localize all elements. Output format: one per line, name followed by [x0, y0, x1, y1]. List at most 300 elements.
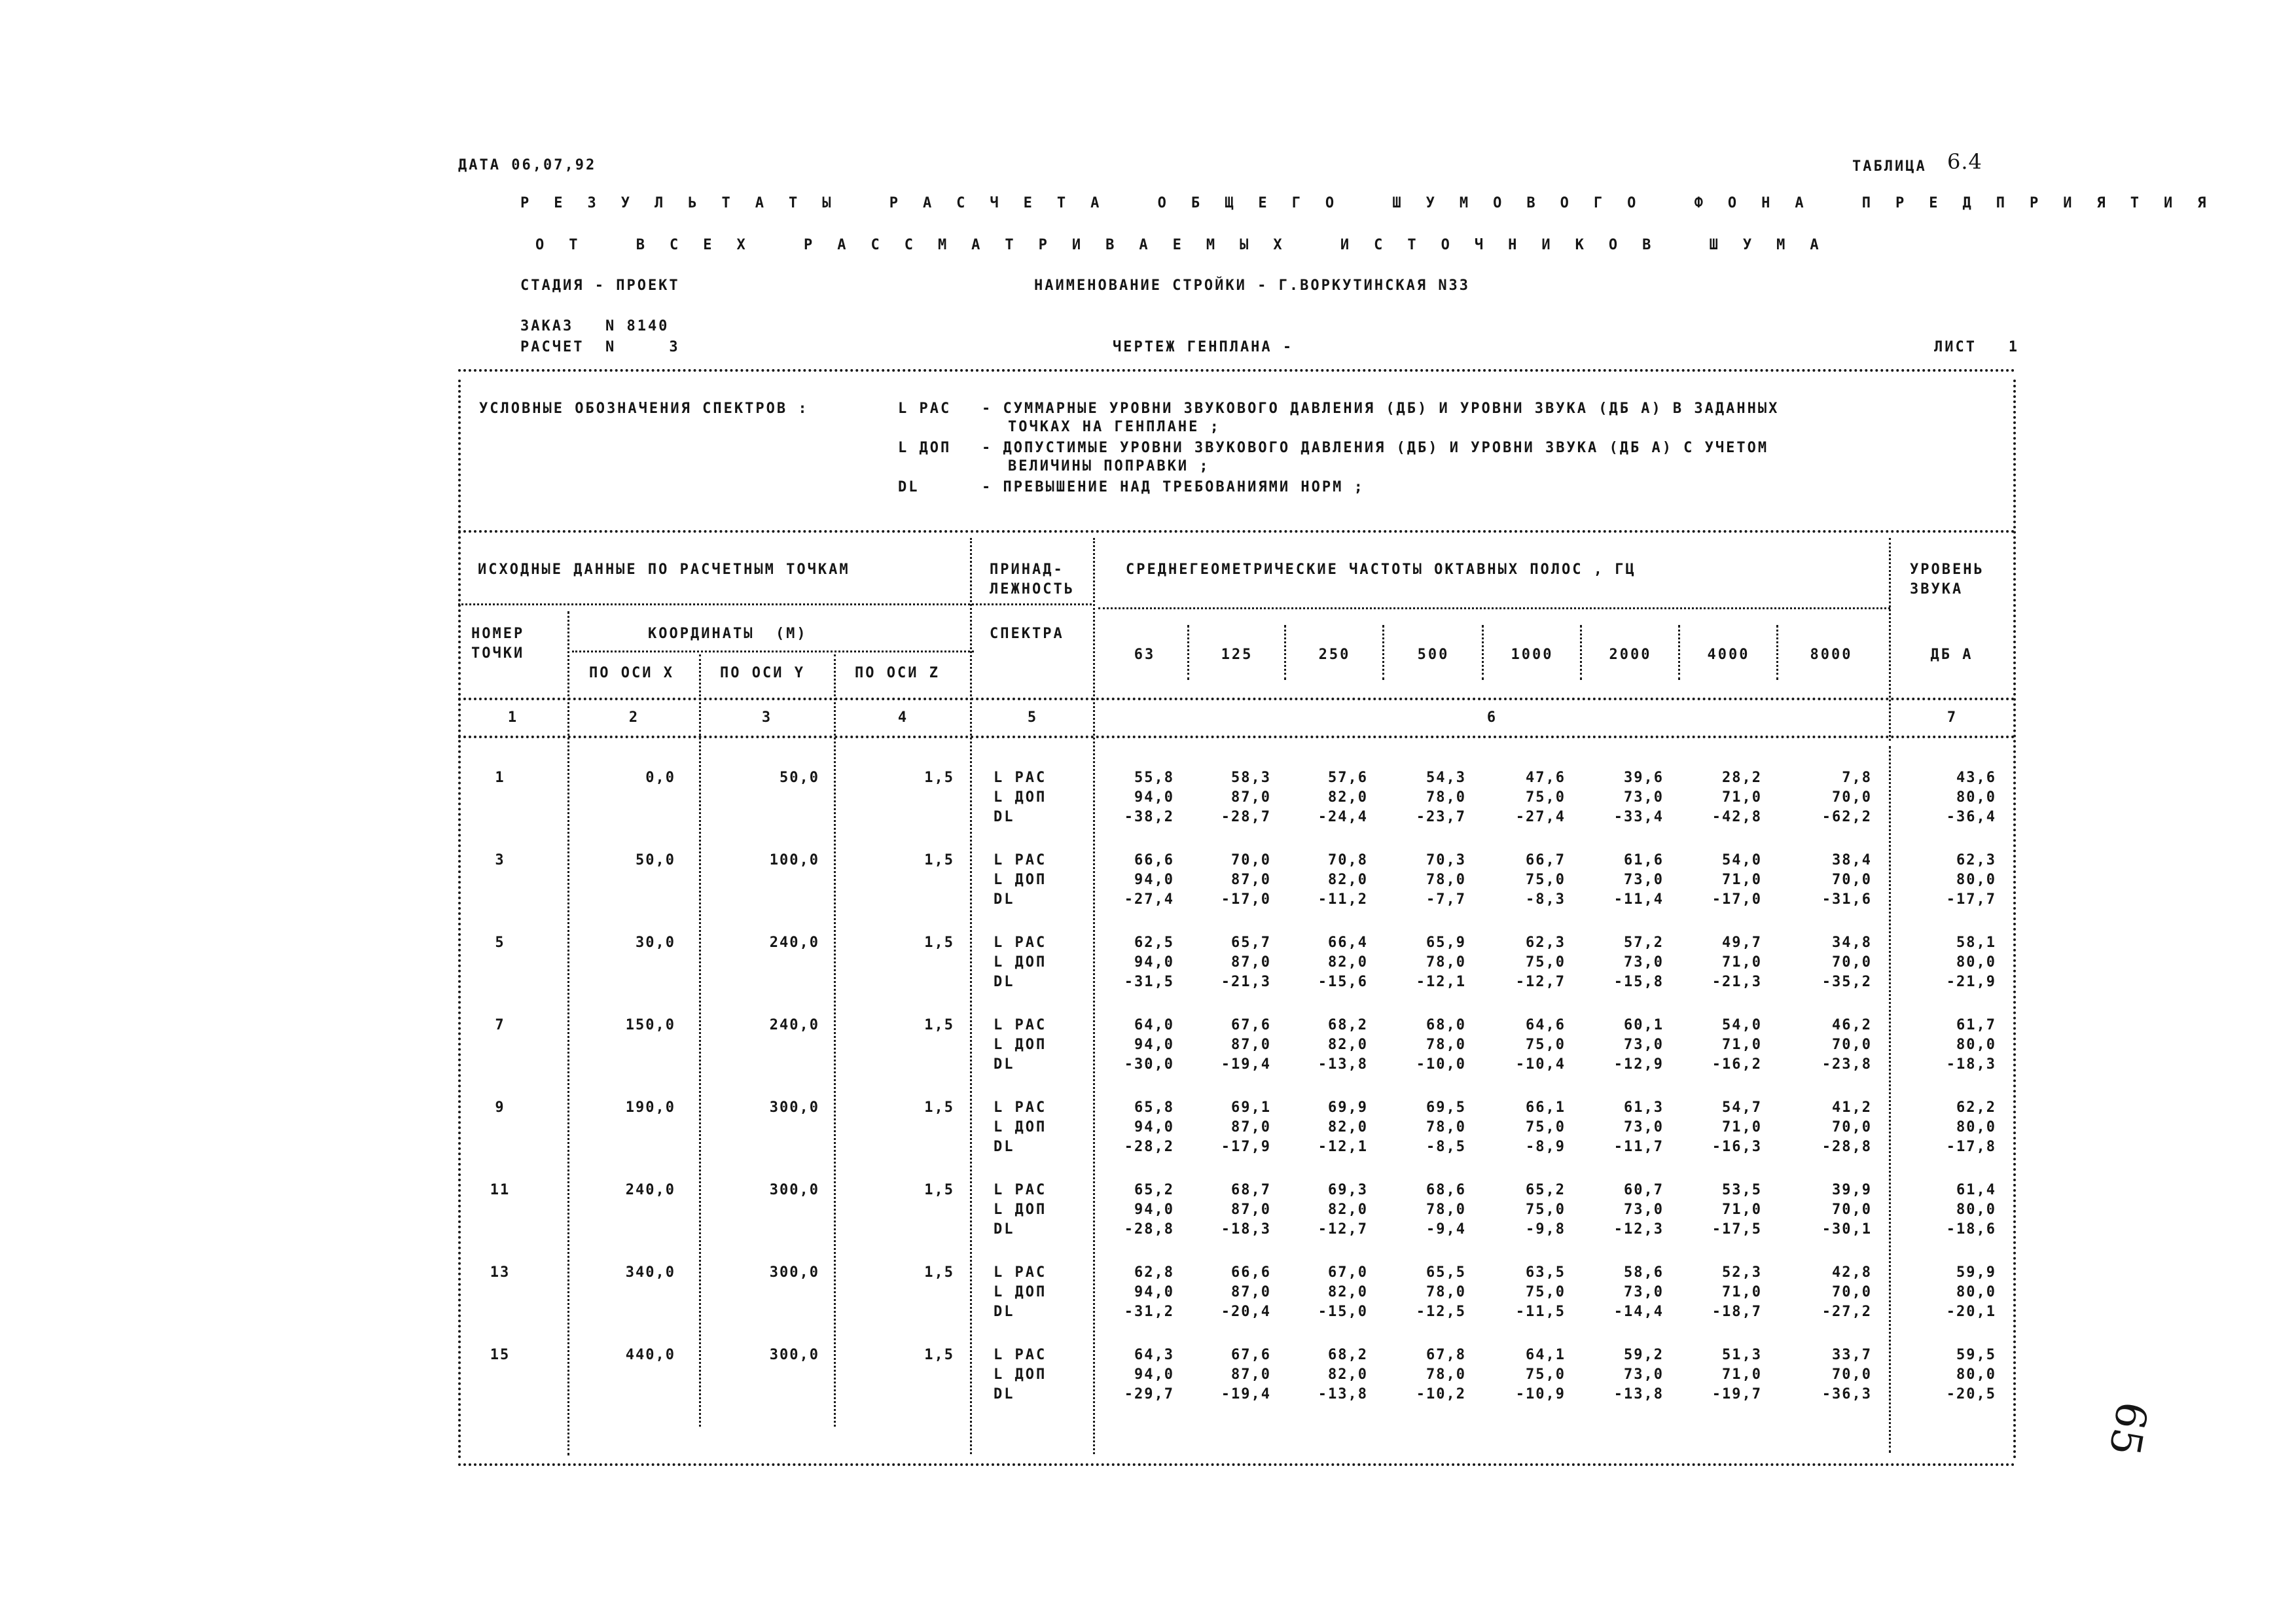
cell-level: 58,3 [1231, 770, 1271, 786]
page-number: 65 [2099, 1398, 2157, 1459]
cell-level: -27,2 [1821, 1304, 1872, 1320]
cell-z: 1,5 [924, 1264, 954, 1281]
cell-y: 300,0 [769, 1182, 819, 1198]
cell-level: 73,0 [1624, 1119, 1664, 1135]
cell-level: 71,0 [1722, 1366, 1762, 1383]
cell-level: 46,2 [1832, 1017, 1872, 1033]
cell-level: -11,4 [1613, 891, 1664, 908]
col-sep-z [970, 538, 972, 1454]
cell-x: 340,0 [625, 1264, 675, 1281]
cell-level: 54,7 [1722, 1099, 1762, 1116]
cell-level: 87,0 [1231, 1037, 1271, 1053]
cell-x: 50,0 [636, 852, 675, 868]
cell-level: 82,0 [1328, 1366, 1368, 1383]
cell-level: -12,3 [1613, 1221, 1664, 1238]
calc-number: РАСЧЕТ N 3 [520, 339, 680, 355]
cell-level: 57,6 [1328, 770, 1368, 786]
cell-level: -42,8 [1712, 809, 1762, 825]
table-label: ТАБЛИЦА [1852, 158, 1927, 175]
legend-code-dl: DL [898, 479, 920, 495]
head-point-2: ТОЧКИ [471, 645, 525, 662]
cell-level: 75,0 [1526, 789, 1566, 806]
head-axis-y: ПО ОСИ Y [720, 665, 805, 681]
border-left [458, 380, 461, 1459]
cell-level: 39,6 [1624, 770, 1664, 786]
cell-level: 69,5 [1426, 1099, 1466, 1116]
cell-level: 82,0 [1328, 1037, 1368, 1053]
cell-level: 71,0 [1722, 1119, 1762, 1135]
cell-level: 94,0 [1134, 1202, 1174, 1218]
cell-level-dba: -18,3 [1946, 1056, 1996, 1073]
cell-level: 67,0 [1328, 1264, 1368, 1281]
cell-level: -24,4 [1318, 809, 1368, 825]
cell-level: 68,0 [1426, 1017, 1466, 1033]
cell-level: 87,0 [1231, 789, 1271, 806]
cell-level: 59,2 [1624, 1347, 1664, 1363]
cell-level: -27,4 [1124, 891, 1174, 908]
cell-level: 65,8 [1134, 1099, 1174, 1116]
cell-level: 65,7 [1231, 935, 1271, 951]
head-source-data: ИСХОДНЫЕ ДАННЫЕ ПО РАСЧЕТНЫМ ТОЧКАМ [478, 562, 850, 578]
cell-level: 65,5 [1426, 1264, 1466, 1281]
cell-level: -31,2 [1124, 1304, 1174, 1320]
freq-sep [1482, 625, 1484, 680]
cell-level: 61,6 [1624, 852, 1664, 868]
cell-level: 87,0 [1231, 1284, 1271, 1300]
cell-y: 300,0 [769, 1264, 819, 1281]
cell-level: 69,1 [1231, 1099, 1271, 1116]
sheet-number: ЛИСТ 1 [1934, 339, 2019, 355]
cell-level: 63,5 [1526, 1264, 1566, 1281]
cell-level: -23,7 [1416, 809, 1466, 825]
cell-level: 47,6 [1526, 770, 1566, 786]
head-axis-z: ПО ОСИ Z [855, 665, 940, 681]
cell-level: -20,4 [1221, 1304, 1271, 1320]
cell-level: -21,3 [1221, 974, 1271, 990]
cell-level: -10,0 [1416, 1056, 1466, 1073]
spectrum-label: L ДОП [994, 1366, 1047, 1383]
spectrum-label: L РАС [994, 852, 1047, 868]
colnum-2: 2 [628, 709, 640, 726]
cell-level-dba: 80,0 [1956, 1202, 1996, 1218]
cell-level: -15,8 [1613, 974, 1664, 990]
head-belong-2: ЛЕЖНОСТЬ [990, 581, 1075, 597]
cell-level: -11,2 [1318, 891, 1368, 908]
cell-level: -28,2 [1124, 1139, 1174, 1155]
cell-level: 82,0 [1328, 872, 1368, 888]
spectrum-label: L РАС [994, 1017, 1047, 1033]
freq-sep [1776, 625, 1778, 680]
cell-level: 78,0 [1426, 1119, 1466, 1135]
cell-level: 62,8 [1134, 1264, 1174, 1281]
cell-level: -12,7 [1515, 974, 1566, 990]
rule-head-left [458, 603, 1092, 605]
cell-level: 82,0 [1328, 1119, 1368, 1135]
spectrum-label: L РАС [994, 1182, 1047, 1198]
cell-x: 0,0 [645, 770, 675, 786]
cell-level-dba: 59,9 [1956, 1264, 1996, 1281]
cell-level-dba: -17,7 [1946, 891, 1996, 908]
col-sep-level [1889, 538, 1891, 741]
site-plan-drawing: ЧЕРТЕЖ ГЕНПЛАНА - [1113, 339, 1294, 355]
cell-level: -9,4 [1426, 1221, 1466, 1238]
cell-level: 66,6 [1134, 852, 1174, 868]
cell-level: 87,0 [1231, 1119, 1271, 1135]
cell-level: -28,7 [1221, 809, 1271, 825]
legend-code-ldop: L ДОП [898, 440, 952, 456]
cell-level-dba: 80,0 [1956, 1366, 1996, 1383]
cell-level: 69,9 [1328, 1099, 1368, 1116]
cell-y: 50,0 [780, 770, 819, 786]
cell-level: -13,8 [1318, 1056, 1368, 1073]
cell-level: 66,7 [1526, 852, 1566, 868]
rule-top [458, 369, 2016, 372]
cell-level: 78,0 [1426, 1366, 1466, 1383]
legend-desc-lpac-cont: ТОЧКАХ НА ГЕНПЛАНЕ ; [1008, 419, 1221, 435]
cell-level: -30,1 [1821, 1221, 1872, 1238]
spectrum-label: L РАС [994, 1264, 1047, 1281]
cell-level: 70,0 [1832, 954, 1872, 971]
cell-level: 28,2 [1722, 770, 1762, 786]
cell-level: 68,7 [1231, 1182, 1271, 1198]
border-right [2013, 380, 2016, 1459]
cell-y: 300,0 [769, 1347, 819, 1363]
cell-level: 70,0 [1832, 789, 1872, 806]
cell-level: 73,0 [1624, 872, 1664, 888]
freq-sep [1284, 625, 1286, 680]
spectrum-label: L ДОП [994, 872, 1047, 888]
cell-level: 42,8 [1832, 1264, 1872, 1281]
order-number: ЗАКАЗ N 8140 [520, 318, 670, 334]
legend-desc-lpac: - СУММАРНЫЕ УРОВНИ ЗВУКОВОГО ДАВЛЕНИЯ (ДБ) И УРОВНИ ЗВУКА (ДБ А) В ЗАДАННЫХ [982, 401, 1780, 417]
cell-level: 68,6 [1426, 1182, 1466, 1198]
cell-level-dba: 80,0 [1956, 1037, 1996, 1053]
cell-level: -18,3 [1221, 1221, 1271, 1238]
spectrum-label: DL [994, 1304, 1015, 1320]
cell-x: 190,0 [625, 1099, 675, 1116]
cell-level-dba: -20,1 [1946, 1304, 1996, 1320]
cell-level-dba: -36,4 [1946, 809, 1996, 825]
colnum-3: 3 [761, 709, 773, 726]
cell-level: -15,6 [1318, 974, 1368, 990]
cell-level: 54,3 [1426, 770, 1466, 786]
cell-level: 94,0 [1134, 872, 1174, 888]
cell-level: -29,7 [1124, 1386, 1174, 1402]
cell-level: 78,0 [1426, 872, 1466, 888]
col-sep-level-body [1889, 746, 1891, 1453]
cell-level: -8,3 [1526, 891, 1566, 908]
cell-level: 60,7 [1624, 1182, 1664, 1198]
cell-level-dba: 61,7 [1956, 1017, 1996, 1033]
cell-level-dba: -21,9 [1946, 974, 1996, 990]
report-title-line2: ОТ ВСЕХ РАССМАТРИВАЕМЫХ ИСТОЧНИКОВ ШУМА [535, 237, 1844, 253]
spectrum-label: DL [994, 974, 1015, 990]
table-number: 6.4 [1947, 149, 1982, 174]
cell-level: 73,0 [1624, 1284, 1664, 1300]
cell-level: 71,0 [1722, 789, 1762, 806]
cell-level: -12,9 [1613, 1056, 1664, 1073]
cell-x: 30,0 [636, 935, 675, 951]
cell-level-dba: 58,1 [1956, 935, 1996, 951]
cell-level: -17,0 [1712, 891, 1762, 908]
cell-z: 1,5 [924, 1347, 954, 1363]
spectrum-label: L ДОП [994, 789, 1047, 806]
colnum-5: 5 [1027, 709, 1039, 726]
rule-table-bottom [458, 1463, 2016, 1466]
cell-level: 87,0 [1231, 872, 1271, 888]
cell-level: -28,8 [1124, 1221, 1174, 1238]
freq-250: 250 [1318, 647, 1351, 663]
cell-level: -30,0 [1124, 1056, 1174, 1073]
cell-level: 67,6 [1231, 1017, 1271, 1033]
cell-level: 39,9 [1832, 1182, 1872, 1198]
spectrum-label: L РАС [994, 935, 1047, 951]
cell-level-dba: -17,8 [1946, 1139, 1996, 1155]
cell-z: 1,5 [924, 770, 954, 786]
cell-level: -35,2 [1821, 974, 1872, 990]
cell-level: 75,0 [1526, 1037, 1566, 1053]
spectrum-label: L РАС [994, 770, 1047, 786]
cell-level: 68,2 [1328, 1017, 1368, 1033]
cell-level: 70,0 [1832, 1202, 1872, 1218]
cell-level: 75,0 [1526, 872, 1566, 888]
cell-level: 70,0 [1832, 1037, 1872, 1053]
cell-level-dba: 80,0 [1956, 1284, 1996, 1300]
cell-level: 71,0 [1722, 954, 1762, 971]
cell-level: 70,3 [1426, 852, 1466, 868]
cell-level: 78,0 [1426, 954, 1466, 971]
cell-level: 62,5 [1134, 935, 1174, 951]
cell-level: 60,1 [1624, 1017, 1664, 1033]
cell-level: 66,1 [1526, 1099, 1566, 1116]
cell-level: -38,2 [1124, 809, 1174, 825]
cell-level: 82,0 [1328, 1284, 1368, 1300]
rule-colnums-bottom [458, 736, 2016, 738]
cell-level: -36,3 [1821, 1386, 1872, 1402]
cell-point: 15 [490, 1347, 511, 1363]
cell-level: -33,4 [1613, 809, 1664, 825]
cell-level: 73,0 [1624, 1366, 1664, 1383]
cell-level: -12,5 [1416, 1304, 1466, 1320]
cell-level: -11,7 [1613, 1139, 1664, 1155]
spectrum-label: L ДОП [994, 1202, 1047, 1218]
spectrum-label: L РАС [994, 1099, 1047, 1116]
cell-level: 64,1 [1526, 1347, 1566, 1363]
freq-125: 125 [1221, 647, 1253, 663]
cell-level-dba: 59,5 [1956, 1347, 1996, 1363]
report-title-line1: РЕЗУЛЬТАТЫ РАСЧЕТА ОБЩЕГО ШУМОВОГО ФОНА ПРЕДПРИЯТИЯ [520, 195, 2231, 211]
cell-level: -17,5 [1712, 1221, 1762, 1238]
rule-legend-bottom [458, 530, 2016, 533]
cell-level: 55,8 [1134, 770, 1174, 786]
col-sep-x [699, 654, 701, 1427]
cell-level: -13,8 [1613, 1386, 1664, 1402]
legend-caption: УСЛОВНЫЕ ОБОЗНАЧЕНИЯ СПЕКТРОВ : [479, 401, 809, 417]
cell-level: 38,4 [1832, 852, 1872, 868]
cell-level: -21,3 [1712, 974, 1762, 990]
cell-level-dba: 80,0 [1956, 954, 1996, 971]
head-coords: КООРДИНАТЫ (М) [648, 626, 808, 642]
head-dba: ДБ А [1930, 647, 1973, 663]
cell-y: 240,0 [769, 935, 819, 951]
cell-level: 65,2 [1134, 1182, 1174, 1198]
cell-point: 3 [495, 852, 505, 868]
spectrum-label: DL [994, 1221, 1015, 1238]
cell-level: 71,0 [1722, 1037, 1762, 1053]
cell-level: 71,0 [1722, 1284, 1762, 1300]
freq-sep [1187, 625, 1189, 680]
cell-level: 87,0 [1231, 1366, 1271, 1383]
cell-level: -10,4 [1515, 1056, 1566, 1073]
spectrum-label: DL [994, 1056, 1015, 1073]
legend-desc-dl: - ПРЕВЫШЕНИЕ НАД ТРЕБОВАНИЯМИ НОРМ ; [982, 479, 1365, 495]
cell-x: 240,0 [625, 1182, 675, 1198]
cell-level: -11,5 [1515, 1304, 1566, 1320]
legend-code-lpac: L РАС [898, 401, 952, 417]
cell-level: 73,0 [1624, 1202, 1664, 1218]
cell-level: 61,3 [1624, 1099, 1664, 1116]
cell-level: -13,8 [1318, 1386, 1368, 1402]
project-stage: СТАДИЯ - ПРОЕКТ [520, 277, 680, 294]
cell-level: 82,0 [1328, 954, 1368, 971]
colnum-7: 7 [1946, 709, 1958, 726]
building-name: НАИМЕНОВАНИЕ СТРОЙКИ - Г.ВОРКУТИНСКАЯ N33 [1034, 277, 1471, 294]
cell-level: 71,0 [1722, 872, 1762, 888]
cell-level: 64,6 [1526, 1017, 1566, 1033]
colnum-6: 6 [1486, 709, 1498, 726]
freq-sep [1678, 625, 1680, 680]
cell-z: 1,5 [924, 1099, 954, 1116]
spectrum-label: L ДОП [994, 1284, 1047, 1300]
rule-coords [572, 651, 974, 652]
cell-level: 82,0 [1328, 1202, 1368, 1218]
cell-level: 73,0 [1624, 954, 1664, 971]
cell-point: 5 [495, 935, 505, 951]
cell-level: -15,0 [1318, 1304, 1368, 1320]
cell-level: -16,3 [1712, 1139, 1762, 1155]
cell-level-dba: 80,0 [1956, 872, 1996, 888]
spectrum-label: L ДОП [994, 1119, 1047, 1135]
cell-point: 13 [490, 1264, 511, 1281]
cell-level: 94,0 [1134, 1037, 1174, 1053]
cell-level: 87,0 [1231, 1202, 1271, 1218]
freq-8000: 8000 [1810, 647, 1853, 663]
cell-level: 70,0 [1832, 1119, 1872, 1135]
cell-level: -10,2 [1416, 1386, 1466, 1402]
spectrum-label: DL [994, 1386, 1015, 1402]
cell-level: -12,1 [1318, 1139, 1368, 1155]
cell-level-dba: -18,6 [1946, 1221, 1996, 1238]
cell-level-dba: 80,0 [1956, 789, 1996, 806]
head-point-1: НОМЕР [471, 626, 525, 642]
cell-level: 53,5 [1722, 1182, 1762, 1198]
cell-point: 11 [490, 1182, 511, 1198]
spectrum-label: DL [994, 891, 1015, 908]
cell-level: 64,3 [1134, 1347, 1174, 1363]
freq-63: 63 [1134, 647, 1156, 663]
cell-level: 67,8 [1426, 1347, 1466, 1363]
cell-level: 70,0 [1231, 852, 1271, 868]
cell-level: 54,0 [1722, 852, 1762, 868]
cell-level: 75,0 [1526, 1202, 1566, 1218]
spectrum-label: L ДОП [994, 954, 1047, 971]
cell-level-dba: 61,4 [1956, 1182, 1996, 1198]
freq-1000: 1000 [1511, 647, 1554, 663]
cell-level: 75,0 [1526, 1366, 1566, 1383]
col-sep-spectrum [1093, 538, 1095, 1454]
cell-level: -8,5 [1426, 1139, 1466, 1155]
cell-z: 1,5 [924, 1182, 954, 1198]
cell-level: -16,2 [1712, 1056, 1762, 1073]
cell-z: 1,5 [924, 1017, 954, 1033]
cell-level: -18,7 [1712, 1304, 1762, 1320]
cell-level: 52,3 [1722, 1264, 1762, 1281]
head-axis-x: ПО ОСИ X [589, 665, 674, 681]
cell-level: 87,0 [1231, 954, 1271, 971]
cell-level: 65,2 [1526, 1182, 1566, 1198]
head-belong-3: СПЕКТРА [990, 626, 1064, 642]
cell-level: -9,8 [1526, 1221, 1566, 1238]
freq-4000: 4000 [1707, 647, 1750, 663]
spectrum-label: L РАС [994, 1347, 1047, 1363]
cell-level: -23,8 [1821, 1056, 1872, 1073]
cell-level: 33,7 [1832, 1347, 1872, 1363]
cell-level: 34,8 [1832, 935, 1872, 951]
cell-level: -12,7 [1318, 1221, 1368, 1238]
head-level-2: ЗВУКА [1910, 581, 1964, 597]
cell-x: 440,0 [625, 1347, 675, 1363]
cell-level: 75,0 [1526, 954, 1566, 971]
spectrum-label: DL [994, 809, 1015, 825]
spectrum-label: L ДОП [994, 1037, 1047, 1053]
freq-500: 500 [1417, 647, 1450, 663]
colnum-4: 4 [897, 709, 909, 726]
cell-level: 69,3 [1328, 1182, 1368, 1198]
cell-level: 51,3 [1722, 1347, 1762, 1363]
cell-level: -19,7 [1712, 1386, 1762, 1402]
rule-head-bottom [458, 698, 2016, 700]
cell-level: 68,2 [1328, 1347, 1368, 1363]
col-sep-y [834, 654, 836, 1427]
cell-point: 9 [495, 1099, 505, 1116]
cell-level-dba: 62,2 [1956, 1099, 1996, 1116]
cell-level: -10,9 [1515, 1386, 1566, 1402]
cell-level: 75,0 [1526, 1284, 1566, 1300]
cell-level: -14,4 [1613, 1304, 1664, 1320]
cell-level: 94,0 [1134, 789, 1174, 806]
cell-x: 150,0 [625, 1017, 675, 1033]
cell-level: 70,0 [1832, 1366, 1872, 1383]
legend-desc-ldop-cont: ВЕЛИЧИНЫ ПОПРАВКИ ; [1008, 458, 1210, 474]
cell-level: -8,9 [1526, 1139, 1566, 1155]
cell-point: 1 [495, 770, 505, 786]
cell-point: 7 [495, 1017, 505, 1033]
cell-level: -62,2 [1821, 809, 1872, 825]
report-date: ДАТА 06,07,92 [458, 157, 597, 173]
cell-level-dba: 62,3 [1956, 852, 1996, 868]
cell-level: 78,0 [1426, 1202, 1466, 1218]
cell-level: -28,8 [1821, 1139, 1872, 1155]
cell-level: 65,9 [1426, 935, 1466, 951]
cell-level-dba: 43,6 [1956, 770, 1996, 786]
cell-level: 78,0 [1426, 1284, 1466, 1300]
cell-z: 1,5 [924, 852, 954, 868]
cell-level: 73,0 [1624, 789, 1664, 806]
cell-level: -31,5 [1124, 974, 1174, 990]
cell-level: -17,0 [1221, 891, 1271, 908]
cell-level: 64,0 [1134, 1017, 1174, 1033]
cell-level: 75,0 [1526, 1119, 1566, 1135]
